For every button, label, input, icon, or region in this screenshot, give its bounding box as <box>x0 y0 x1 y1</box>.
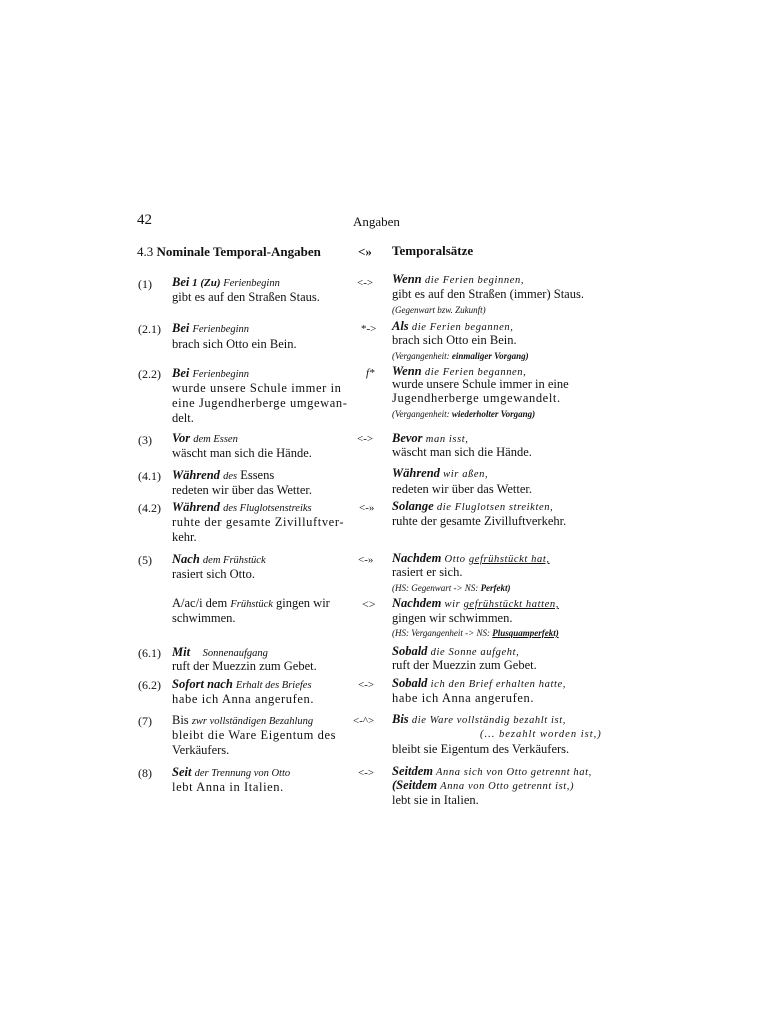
keyword: Bei <box>172 366 190 380</box>
keyword: Sobald <box>392 676 428 690</box>
keyword: Sobald <box>392 644 428 658</box>
nominal-line: brach sich Otto ein Bein. <box>172 337 297 351</box>
clause-part: man isst, <box>422 434 469 445</box>
clause-line: ruhte der gesamte Zivilluftverkehr. <box>392 514 567 528</box>
nominal-line <box>172 321 249 337</box>
nominal-line <box>172 431 238 447</box>
note-emphasis: Perfekt) <box>480 583 511 593</box>
entry-arrow: <-> <box>358 767 375 779</box>
clause-line <box>392 272 524 288</box>
keyword: Wenn <box>392 364 422 378</box>
nominal-line: eine Jugendherberge umgewan- <box>172 396 348 410</box>
clause-part: die Ware vollständig bezahlt ist, <box>408 715 566 726</box>
keyword: Während <box>172 500 220 514</box>
clause-line: rasiert er sich. <box>392 565 463 579</box>
entry-arrow: f* <box>366 367 375 379</box>
entry-number: (3) <box>138 433 152 447</box>
keyword: Während <box>172 468 220 482</box>
section-heading <box>137 244 321 260</box>
clause-line: gibt es auf den Straßen (immer) Staus. <box>392 287 584 301</box>
nominal-line: bleibt die Ware Eigentum des <box>172 728 337 742</box>
note-emphasis: Plusquamperfekt) <box>492 628 559 638</box>
nominal-line: wurde unsere Schule immer in <box>172 381 342 395</box>
tense-note <box>392 407 535 422</box>
nominal-line: lebt Anna in Italien. <box>172 780 284 794</box>
clause-line: bleibt sie Eigentum des Verkäufers. <box>392 742 570 756</box>
nominal-noun: der Trennung von Otto <box>194 768 291 779</box>
nominal-part: Bis <box>172 713 192 727</box>
right-column-title: Temporalsätze <box>392 243 474 258</box>
page-number: 42 <box>137 212 152 228</box>
nominal-line <box>172 500 312 516</box>
clause-line: ruft der Muezzin zum Gebet. <box>392 658 537 672</box>
keyword: (Seitdem <box>392 778 438 792</box>
entry-arrow: *-> <box>361 323 377 335</box>
clause-line: wäscht man sich die Hände. <box>392 445 532 459</box>
nominal-line <box>172 677 312 693</box>
clause-line: redeten wir über das Wetter. <box>392 482 533 496</box>
note-emphasis: wiederholter Vorgang) <box>451 409 536 419</box>
entry-number: (5) <box>138 553 152 567</box>
entry-number: (2.1) <box>138 322 161 336</box>
clause-part: wir aßen, <box>439 469 489 480</box>
nominal-line: redeten wir über das Wetter. <box>172 483 313 497</box>
tense-note <box>392 581 511 596</box>
entry-number: (7) <box>138 714 152 728</box>
nominal-line <box>172 596 330 612</box>
clause-line <box>392 499 553 515</box>
nominal-noun: Erhalt des Briefes <box>235 680 312 691</box>
clause-part: die Ferien begannen, <box>421 367 527 378</box>
nominal-noun: Essens <box>237 468 275 482</box>
clause-line <box>392 676 566 692</box>
clause-line: (... bezahlt worden ist,) <box>480 729 602 740</box>
nominal-noun: dem Frühstück <box>202 555 266 566</box>
nominal-part: 1 (Zu) <box>189 277 224 289</box>
clause-verb: gefrühstückt hatten, <box>463 599 559 610</box>
nominal-noun: dem Essen <box>193 434 238 445</box>
nominal-line <box>172 275 280 291</box>
nominal-noun: Ferienbeginn <box>192 324 250 335</box>
entry-number: (8) <box>138 766 152 780</box>
clause-part: Anna sich von Otto getrennt hat, <box>432 767 592 778</box>
note-part: (HS: Vergangenheit -> NS: <box>392 628 493 638</box>
nominal-line: gibt es auf den Straßen Staus. <box>172 290 320 304</box>
entry-arrow: <-> <box>358 679 375 691</box>
entry-number: (2.2) <box>138 367 161 381</box>
clause-part: ich den Brief erhalten hatte, <box>427 679 566 690</box>
clause-line <box>392 596 559 612</box>
keyword: Seitdem <box>392 764 433 778</box>
clause-line: habe ich Anna angerufen. <box>392 691 535 705</box>
clause-line <box>392 778 574 794</box>
clause-line: lebt sie in Italien. <box>392 793 479 807</box>
note-part: (Vergangenheit: <box>392 409 452 419</box>
nominal-line: schwimmen. <box>172 611 236 625</box>
entry-arrow: <-» <box>358 554 374 566</box>
keyword: Bei <box>172 321 190 335</box>
nominal-line <box>172 366 249 382</box>
clause-line <box>392 466 488 482</box>
nominal-line: kehr. <box>172 530 197 544</box>
entry-number: (6.1) <box>138 646 161 660</box>
keyword: Als <box>392 319 409 333</box>
keyword: Wenn <box>392 272 422 286</box>
keyword: Vor <box>172 431 191 445</box>
tense-note <box>392 626 559 641</box>
nominal-line: Verkäufers. <box>172 743 230 757</box>
nominal-line: wäscht man sich die Hände. <box>172 446 312 460</box>
keyword: Nachdem <box>392 596 442 610</box>
section-title: Nominale Temporal-Angaben <box>156 244 321 259</box>
entry-arrow: <> <box>362 597 376 611</box>
note-emphasis: einmaliger Vorgang) <box>451 351 529 361</box>
nominal-part: A/ac/i dem <box>172 596 231 610</box>
clause-line: Jugendherberge umgewandelt. <box>392 391 561 405</box>
nominal-noun: Ferienbeginn <box>223 278 280 289</box>
nominal-line: habe ich Anna angerufen. <box>172 692 315 706</box>
note-part: (Vergangenheit: <box>392 351 452 361</box>
clause-verb: gefrühstückt hat, <box>468 554 550 565</box>
header-arrow: <» <box>358 244 372 259</box>
nominal-noun: des Fluglotsenstreiks <box>223 503 312 514</box>
clause-part: wir <box>441 599 464 610</box>
tense-note <box>392 349 529 364</box>
nominal-line <box>172 713 313 729</box>
entry-arrow: <-> <box>357 277 374 289</box>
keyword: Nachdem <box>392 551 442 565</box>
nominal-noun: Sonnenaufgang <box>202 648 268 659</box>
keyword: Bei <box>172 275 190 289</box>
nominal-line <box>172 552 266 568</box>
nominal-line: delt. <box>172 411 194 425</box>
running-head: Angaben <box>353 214 400 229</box>
entry-number: (4.2) <box>138 501 161 515</box>
clause-part: die Fluglotsen streikten, <box>433 502 554 513</box>
nominal-line <box>172 468 274 484</box>
note-part: (HS: Gegenwart -> NS: <box>392 583 481 593</box>
entry-number: (6.2) <box>138 678 161 692</box>
nominal-noun: Frühstück <box>230 599 273 610</box>
entry-arrow: <-^> <box>353 715 375 727</box>
clause-line: wurde unsere Schule immer in eine <box>392 377 569 391</box>
keyword: Mit <box>172 645 191 659</box>
nominal-line: ruhte der gesamte Zivilluftver- <box>172 515 345 529</box>
nominal-line <box>172 765 290 781</box>
clause-part: die Sonne aufgeht, <box>427 647 520 658</box>
entry-number: (1) <box>138 277 152 291</box>
clause-part: die Ferien begannen, <box>408 322 514 333</box>
nominal-line: ruft der Muezzin zum Gebet. <box>172 659 317 673</box>
entry-arrow: <-» <box>359 502 375 514</box>
tense-note: (Gegenwart bzw. Zukunft) <box>392 305 486 315</box>
keyword: Sofort nach <box>172 677 233 691</box>
nominal-noun: zwr vollständigen Bezahlung <box>191 716 314 727</box>
nominal-part: gingen wir <box>272 596 330 610</box>
clause-line: brach sich Otto ein Bein. <box>392 333 517 347</box>
nominal-noun: Ferienbeginn <box>192 369 250 380</box>
clause-part: Anna von Otto getrennt ist,) <box>437 781 575 792</box>
clause-line: gingen wir schwimmen. <box>392 611 513 625</box>
keyword: Solange <box>392 499 434 513</box>
clause-line <box>392 712 566 728</box>
keyword: Bevor <box>392 431 423 445</box>
keyword: Seit <box>172 765 192 779</box>
section-number: 4.3 <box>137 244 154 259</box>
entry-number: (4.1) <box>138 469 161 483</box>
keyword: Nach <box>172 552 200 566</box>
keyword: Bis <box>392 712 409 726</box>
clause-part: die Ferien beginnen, <box>421 275 525 286</box>
nominal-line: rasiert sich Otto. <box>172 567 255 581</box>
clause-part: Otto <box>441 554 469 565</box>
keyword: Während <box>392 466 440 480</box>
nominal-article: des <box>223 471 238 482</box>
entry-arrow: <-> <box>357 433 374 445</box>
